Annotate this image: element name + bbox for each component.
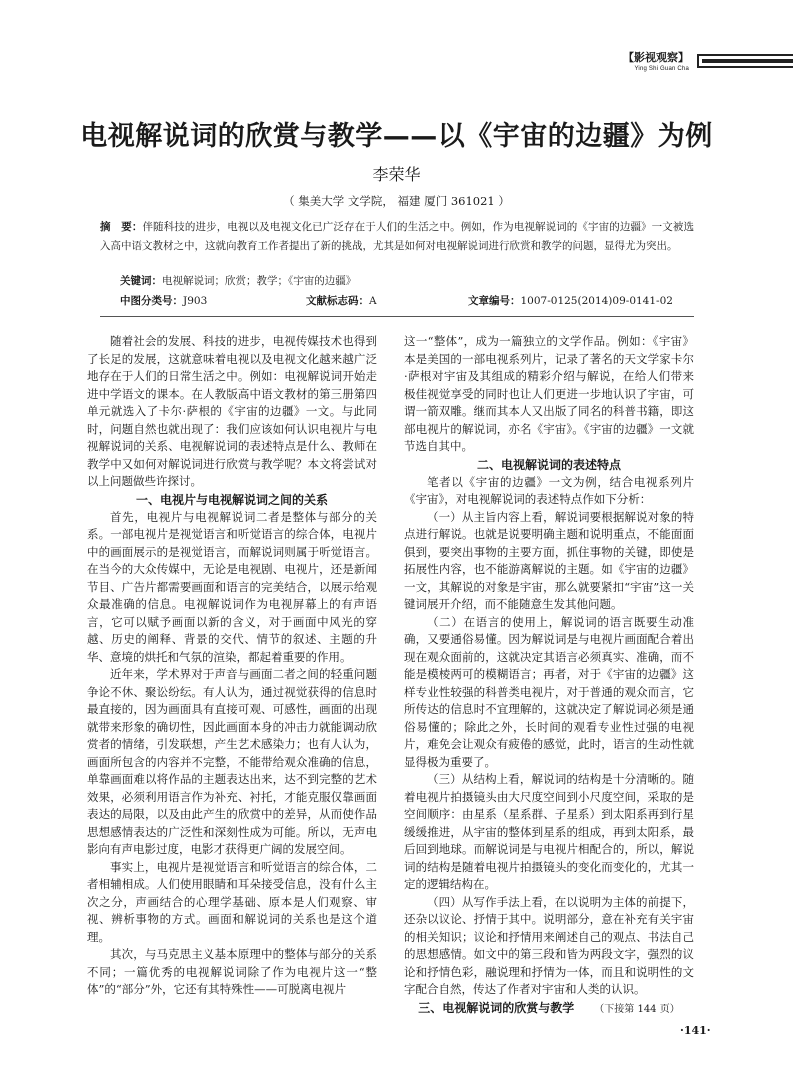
paragraph: 首先，电视片与电视解说词二者是整体与部分的关系。一部电视片是视觉语言和听觉语言的综合体，电视片中的画面展示的是视觉语言，而解说词则属于听觉语言。在当今的大众传媒中，无论是电视剧、电视片，还是新闻节目、广告片都需要画面和语言的完美结合，以展示给观众最准确的信息。电视解说词作为电视屏幕上的有声语言，它可以赋予画面以新的含义，对于画面中风光的穿越、历史的阐释、背景的交代、情节的叙述、主题的升华、意境的烘托和气氛的渲染，都起着重要的作用。	[87, 509, 377, 664]
section-heading-1: 一、电视片与电视解说词之间的关系	[135, 492, 328, 507]
paragraph: 近年来，学术界对于声音与画面二者之间的轻重问题争论不休、聚讼纷纭。有人认为，通过视觉获得的信息时最直接的，因为画面具有直接可观、可感性，画面的出现就带来形象的确切性，因此画面本身的冲击力就能调动欣赏者的情绪，引发联想，产生艺术感染力；也有人认为，画面所包含的内容并不完整，不能带给观众准确的信息，单靠画面难以将作品的主题表达出来，达不到完整的艺术效果，必须利用语言作为补充、衬托，才能克服仅靠画面表达的局限，以及由此产生的欣赏中的差异，从而使作品思想感情表达的广泛性和深刻性成为可能。所以，无声电影向有声电影过度，电影才获得更广阔的发展空间。	[87, 667, 377, 856]
left-column	[87, 333, 377, 999]
article-label: 文章编号：	[468, 295, 521, 307]
abstract-label: 摘 要：	[100, 221, 143, 233]
paragraph: （四）从写作手法上看，在以说明为主体的前提下，还杂以议论、抒情于其中。说明部分，意在补充有关宇宙的相关知识；议论和抒情用来阐述自己的观点、书法自己的思想感情。如文中的第三段和皆为两段文字，强烈的议论和抒情色彩，融说理和抒情为一体，而且和说明性的文字配合自然，传达了作者对宇宙和人类的认识。	[404, 894, 694, 996]
paragraph: （一）从主旨内容上看，解说词要根据解说对象的特点进行解说。也就是说要明确主题和说明重点，不能面面俱到，要突出事物的主要方面，抓住事物的关键，即使是拓展性内容，也不能游离解说的主题。如《宇宙的边疆》一文，其解说的对象是宇宙，那么就要紧扣“宇宙”这一关键词展开介绍，而不能随意生发其他问题。	[404, 509, 694, 611]
article-number	[468, 293, 673, 308]
section-heading-3-text: 三、电视解说词的欣赏与教学	[418, 1000, 575, 1015]
right-column	[404, 333, 694, 1019]
section-heading-2: 二、电视解说词的表述特点	[476, 457, 621, 472]
keywords-label: 关键词：	[120, 275, 162, 287]
continued-note: （下接第 144 页）	[594, 1003, 680, 1015]
section-tag	[623, 52, 689, 73]
affiliation: （ 集美大学 文学院， 福建 厦门 361021 ）	[283, 194, 510, 208]
header-divider	[100, 316, 694, 317]
header-bar	[697, 54, 793, 68]
author: 李荣华	[372, 165, 421, 184]
page-number: ·141·	[680, 1024, 711, 1037]
abstract-text: 伴随科技的进步，电视以及电视文化已广泛存在于人们的生活之中。例如，作为电视解说词的《宇宙的边疆》一文被选入高中语文教材之中，这就向教育工作者提出了新的挑战，尤其是如何对电视解说词进行欣赏和教学的问题，显得尤为突出。	[100, 221, 694, 252]
abstract	[100, 218, 694, 256]
paragraph: 这一“整体”，成为一篇独立的文学作品。例如：《宇宙》本是美国的一部电视系列片，记录了著名的天文学家卡尔·萨根对宇宙及其组成的精彩介绍与解说，在给人们带来极佳视觉享受的同时也让人们更进一步地认识了宇宙，可谓一箭双雕。继而其本人又出版了同名的科普书籍，即这部电视片的解说词，亦名《宇宙》。《宇宙的边疆》一文就节选自其中。	[404, 334, 694, 453]
keywords	[120, 273, 356, 288]
section-tag-pinyin: Ying Shi Guan Cha	[634, 66, 689, 72]
clc-label: 中图分类号：	[120, 295, 183, 307]
paragraph: （三）从结构上看，解说词的结构是十分清晰的。随着电视片拍摄镜头由大尺度空间到小尺度空间，采取的是空间顺序：由星系（星系群、子星系）到太阳系再到行星缓缓推进，从宇宙的整体到星系的组成，再到太阳系，最后回到地球。而解说词是与电视片相配合的，所以，解说词的结构是随着电视片拍摄镜头的变化而变化的，尤其一定的逻辑结构在。	[404, 772, 694, 891]
keywords-text: 电视解说词；欣赏；教学；《宇宙的边疆》	[162, 275, 357, 287]
section-tag-label: 【影视观察】	[623, 52, 689, 64]
paragraph: （二）在语言的使用上，解说词的语言既要生动准确，又要通俗易懂。因为解说词是与电视片画面配合着出现在观众面前的，这就决定其语言必须真实、准确，而不能是模棱两可的模糊语言；再者，对于《宇宙的边疆》这样专业性较强的科普类电视片，对于普通的观众而言，它所传达的信息时不宜理解的，这就决定了解说词必须是通俗易懂的；除此之外，长时间的观看专业性过强的电视片，难免会让观众有疲倦的感觉，此时，语言的生动性就显得极为重要了。	[404, 614, 694, 769]
clc-number	[120, 293, 207, 308]
doc-label: 文献标志码：	[306, 295, 369, 307]
paragraph: 事实上，电视片是视觉语言和听觉语言的综合体，二者相辅相成。人们使用眼睛和耳朵接受信息，没有什么主次之分，声画结合的心理学基础、原本是人们观察、审视、辨析事物的方式。画面和解说词的关系也是这个道理。	[87, 859, 377, 944]
paper-title: 电视解说词的欣赏与教学——以《宇宙的边疆》为例	[80, 121, 713, 152]
section-heading-3	[404, 999, 694, 1019]
paragraph: 其次，与马克思主义基本原理中的整体与部分的关系不同；一篇优秀的电视解说词除了作为电视片这一“整体”的“部分”外，它还有其特殊性——可脱离电视片	[87, 947, 377, 996]
paragraph: 笔者以《宇宙的边疆》一文为例，结合电视系列片《宇宙》，对电视解说词的表述特点作如下分析：	[404, 474, 694, 506]
document-code	[306, 293, 377, 308]
clc-value: J903	[183, 295, 208, 307]
paragraph: 随着社会的发展、科技的进步，电视传媒技术也得到了长足的发展，这就意味着电视以及电视文化越来越广泛地存在于人们的日常生活之中。例如：电视解说词开始走进中学语文的课本。在人教版高中语文教材的第三册第四单元就选入了卡尔·萨根的《宇宙的边疆》一文。与此同时，问题自然也就出现了：我们应该如何认识电视片与电视解说词的关系、电视解说词的表述特点是什么、教师在教学中又如何对解说词进行欣赏与教学呢？本文将尝试对以上问题做些许探讨。	[87, 334, 377, 488]
doc-value: A	[369, 295, 377, 307]
article-value: 1007-0125(2014)09-0141-02	[520, 295, 673, 307]
